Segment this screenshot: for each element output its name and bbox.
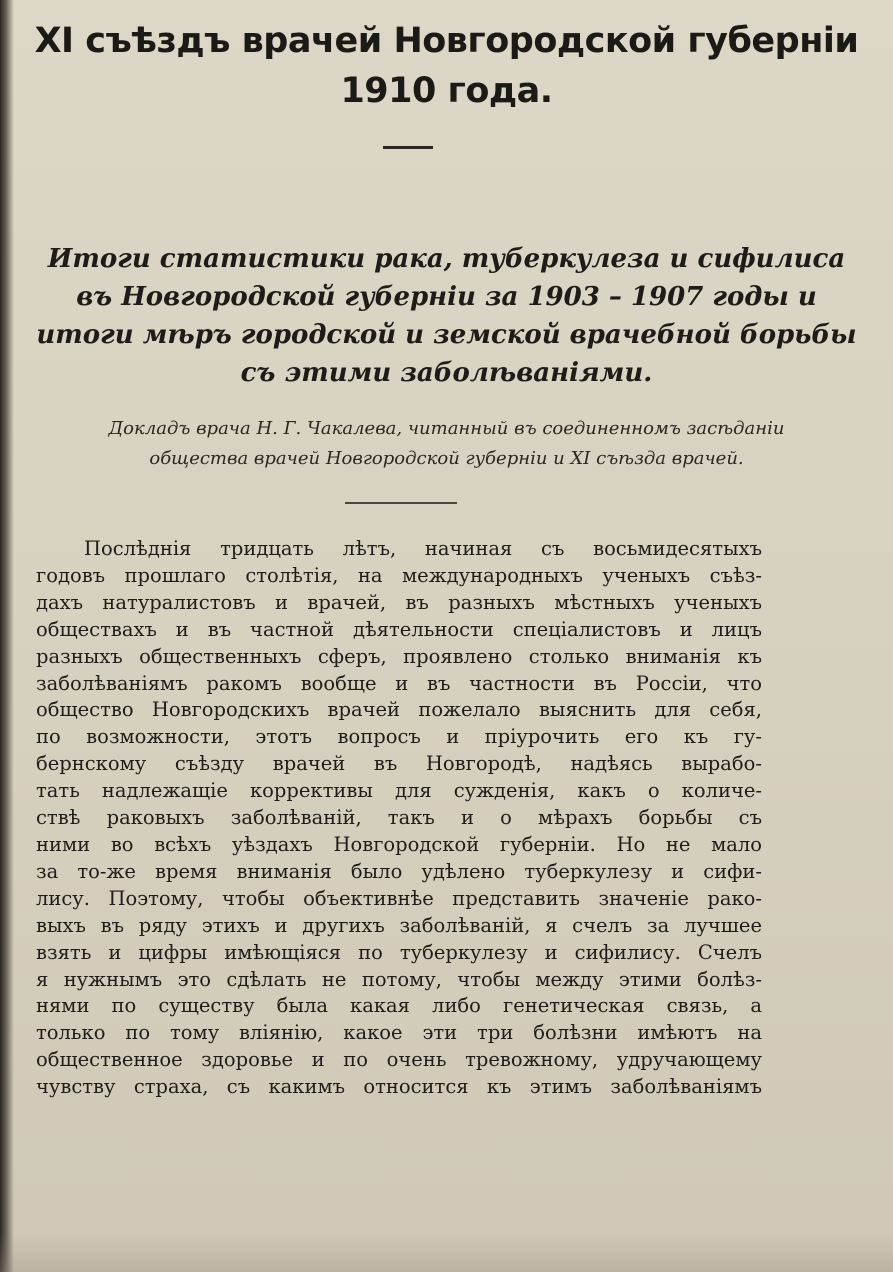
body-line: выхъ въ ряду этихъ и другихъ заболѣваній, я счелъ за лучшее: [36, 913, 762, 937]
body-line: по возможности, этотъ вопросъ и пріурочить его къ гу-: [36, 725, 762, 749]
page-bottom-shadow: [0, 1232, 893, 1272]
body-line: лису. Поэтому, чтобы объективнѣе представить значеніе рако-: [36, 886, 762, 910]
body-line: ствѣ раковыхъ заболѣваній, такъ и о мѣрахъ борьбы съ: [36, 806, 762, 830]
body-line: чувству страха, съ какимъ относится къ этимъ заболѣваніямъ: [36, 1075, 762, 1099]
congress-heading-year: 1910 года.: [340, 71, 553, 111]
byline-line: общества врачей Новгородской губерніи и XI съѣзда врачей.: [149, 448, 744, 469]
byline-line: Докладъ врача Н. Г. Чакалева, читанный въ соединенномъ засѣданіи: [108, 418, 785, 439]
heading-divider: [383, 146, 433, 149]
byline-divider: [345, 502, 457, 504]
article-title-line: Итоги статистики рака, туберкулеза и сифилиса: [47, 244, 846, 274]
article-title: [30, 240, 863, 392]
report-byline: [40, 414, 853, 474]
article-title-line: итоги мѣръ городской и земской врачебной борьбы: [36, 320, 857, 350]
body-line: тать надлежащіе коррективы для сужденія, какъ о количе-: [36, 779, 762, 803]
congress-heading: [0, 16, 893, 116]
body-line: нями по существу была какая либо генетическая связь, а: [36, 994, 762, 1018]
body-line: общественное здоровье и по очень тревожному, удручающему: [36, 1048, 762, 1072]
article-title-line: съ этими заболѣваніями.: [240, 358, 653, 388]
body-line: годовъ прошлаго столѣтія, на международныхъ ученыхъ съѣз-: [36, 563, 762, 587]
body-line: заболѣваніямъ ракомъ вообще и въ частности въ Россіи, что: [36, 671, 762, 695]
body-line: бернскому съѣзду врачей въ Новгородѣ, надѣясь вырабо-: [36, 752, 762, 776]
article-title-line: въ Новгородской губерніи за 1903 – 1907 годы и: [76, 282, 817, 312]
body-line: дахъ натуралистовъ и врачей, въ разныхъ мѣстныхъ ученыхъ: [36, 590, 762, 614]
body-line: Послѣднія тридцать лѣтъ, начиная съ восьмидесятыхъ: [84, 537, 762, 560]
body-line: обществахъ и въ частной дѣятельности спеціалистовъ и лицъ: [36, 617, 762, 641]
body-line: я нужнымъ это сдѣлать не потому, чтобы между этими болѣз-: [36, 967, 762, 991]
body-line: только по тому вліянію, какое эти три болѣзни имѣютъ на: [36, 1021, 762, 1045]
body-line: ними во всѣхъ уѣздахъ Новгородской губерніи. Но не мало: [36, 832, 762, 856]
body-line: за то-же время вниманія было удѣлено туберкулезу и сифи-: [36, 859, 762, 883]
congress-heading-line: XI съѣздъ врачей Новгородской губерніи: [34, 21, 859, 61]
body-line: общество Новгородскихъ врачей пожелало выяснить для себя,: [36, 698, 762, 722]
body-paragraph: [36, 536, 762, 1101]
body-line: взять и цифры имѣющіяся по туберкулезу и сифилису. Счелъ: [36, 940, 762, 964]
body-line: разныхъ общественныхъ сферъ, проявлено столько вниманія къ: [36, 644, 762, 668]
spine-shadow: [0, 0, 14, 1272]
